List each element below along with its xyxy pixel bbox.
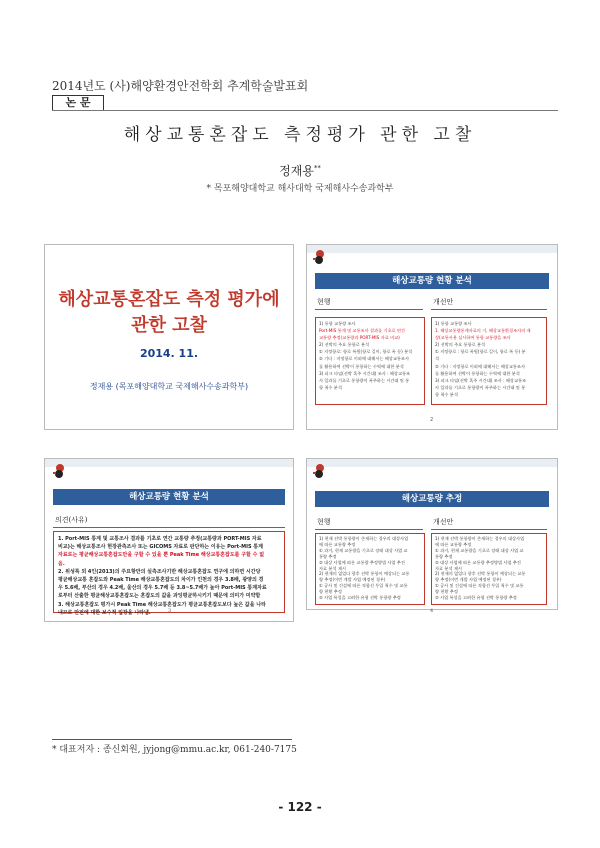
line: ② 사업 특성을 고려한 유형 선박 통항량 추정 bbox=[319, 595, 401, 601]
slide-traffic-status bbox=[306, 244, 558, 430]
line: 음. bbox=[58, 560, 65, 567]
slide-topbar bbox=[45, 459, 293, 467]
slide-cover bbox=[44, 244, 294, 430]
cover-date: 2014. 11. bbox=[139, 347, 199, 360]
line: 에 따른 교통량 추정 bbox=[319, 541, 356, 547]
line: 2) 선박의 주요 통항로 분석 bbox=[435, 342, 486, 348]
line: 3. 해상교통혼잡도 평가시 Peak Time 해상교통혼잡도가 평균교통혼잡도보다 높은 값을 나타 bbox=[58, 601, 266, 608]
right-column-underline bbox=[431, 309, 547, 310]
line: ① 공사 및 건설에 따른 적합선 투입 척수 및 교통 bbox=[435, 583, 524, 589]
line: 자료 분석 제시 bbox=[319, 565, 346, 571]
slide-page-number: 3 bbox=[168, 608, 172, 614]
slide-traffic-estimate bbox=[306, 458, 558, 610]
left-column-underline bbox=[315, 529, 423, 530]
slide-heading: 해상교통량 현황 분석 bbox=[53, 489, 285, 505]
line: 자료 분석 제시 bbox=[435, 565, 462, 571]
line: 량 추정(이번 개발 사업 예정된 경우) bbox=[435, 577, 502, 583]
slide-page-number: 2 bbox=[430, 417, 434, 423]
line: 를 활용하여 선박이 통항하는 수역에 대한 분석 bbox=[319, 363, 404, 369]
line: 내므로 안전에 대한 보수적 입장을 나타냄. bbox=[58, 609, 151, 616]
line: 사 일과를 기초로 통항량이 폭주하는 시간대 및 통 bbox=[435, 384, 526, 390]
opinion-label: 의견(사유) bbox=[55, 516, 88, 524]
slide-heading: 해상교통량 추정 bbox=[315, 491, 549, 507]
line: 1. 해상교통량통계자료의 기, 해상교통환경조사의 재 bbox=[435, 328, 531, 334]
line: 상(교통사용 실시하여 통항 교통량을 조사 bbox=[435, 335, 511, 341]
mascot-icon bbox=[311, 463, 327, 479]
line: ① 과거, 현재 교통량을 기초로 장래 대상 사업 교 bbox=[319, 547, 408, 553]
line: 3) 피크 타임(선박 혹주 시간대) 조사 : 해상교통조 bbox=[319, 370, 411, 376]
line: 량 현황 추정 bbox=[319, 589, 342, 595]
line: 2) 현재의 없었다 향후 선박 통항이 예상되는 교통 bbox=[435, 571, 526, 577]
line: 2. 위성록 외 4인(2013)의 주요항만의 실측조사기반 해상교통혼잡도 연구에 의하면 시간당 bbox=[58, 568, 261, 575]
affiliation: * 목포해양대학교 해사대학 국제해사수송과학부 bbox=[206, 184, 394, 194]
slide-heading: 해상교통량 현황 분석 bbox=[315, 273, 549, 289]
line: 1) 현재 선박 통항량이 존재하는 경우의 대상사업 bbox=[319, 536, 409, 541]
right-column-label: 개선안 bbox=[433, 518, 454, 526]
line: ① 과거, 현재 교통량을 기초로 장래 대상 사업 교 bbox=[435, 547, 524, 553]
line: 석 bbox=[435, 356, 440, 362]
line: 1) 통항 교통량 조사 bbox=[319, 321, 356, 326]
line: 2) 선박의 주요 통항로 분석 bbox=[319, 342, 370, 348]
author-mark: ** bbox=[313, 164, 321, 172]
footnote-rule bbox=[52, 739, 292, 740]
cover-author: 정재용 (목포해양대학교 국제해사수송과학부) bbox=[89, 382, 249, 391]
line: 량 현황 추정 bbox=[435, 589, 458, 595]
slide-topbar bbox=[307, 459, 557, 467]
line: ① 공사 및 건설에 따른 적합선 투입 척수 및 교통 bbox=[319, 583, 408, 589]
paper-author bbox=[0, 162, 600, 179]
left-column-box bbox=[315, 317, 425, 405]
cover-title-line2: 관한 고찰 bbox=[131, 315, 207, 336]
right-column-box bbox=[431, 533, 547, 605]
conference-name: 2014년도 (사)해양환경안전학회 추계학술발표회 bbox=[52, 79, 309, 93]
line: 자료로는 평균해상교통혼잡도만을 구할 수 있을 뿐 Peak Time 해상교통혼잡도를 구할 수 없 bbox=[58, 552, 265, 559]
line: 항 척수 분석 bbox=[435, 391, 458, 397]
line: ② 사업 특성을 고려한 유형 선박 통항량 추정 bbox=[435, 595, 517, 601]
line: ① 지정항로 : 항로 폭원(항로 길이, 항로 폭 등) 분 bbox=[435, 349, 526, 355]
line: 2) 현재의 없었다 향후 선박 통항이 예상되는 교통 bbox=[319, 571, 410, 577]
footnote: * 대표저자 : 종신회원, jyjong@mmu.ac.kr, 061-240-7175 bbox=[52, 745, 297, 755]
line: 를 활용하여 선박이 통항하는 수역에 대한 분석 bbox=[435, 370, 520, 376]
opinion-box bbox=[53, 531, 285, 616]
line: ① 지정항로: 항로 폭원(항로 길이, 항로 폭 등) 분석 bbox=[319, 349, 413, 355]
line: ② 대상 사업에 따른 교통량 추정방법 사업 추진 bbox=[319, 559, 405, 565]
cover-title-line1: 해상교통혼잡도 측정 평가에 bbox=[58, 289, 280, 310]
line: 통량 추정 bbox=[435, 553, 453, 559]
left-column-box bbox=[315, 533, 425, 605]
left-column-underline bbox=[315, 309, 423, 310]
line: Port-MIS 통계 및 교통조사 결과를 기초로 연간 bbox=[319, 328, 405, 334]
line: 1) 현재 선박 통항량이 존재하는 경우의 대상사업 bbox=[435, 536, 525, 541]
mascot-icon bbox=[311, 249, 327, 265]
paper-tag: 논 문 bbox=[52, 95, 104, 111]
line: 교통량 추정(교통량과 PORT-MIS 자료 비교) bbox=[319, 335, 400, 341]
line: 1. Port-MIS 통계 및 교통조사 결과를 기초로 연간 교통량 추정(교통량과 PORT-MIS 자료 bbox=[58, 536, 262, 542]
line: 량 추정(이번 개발 사업 예정된 경우) bbox=[319, 577, 386, 583]
right-column-label: 개선안 bbox=[433, 298, 454, 306]
slide-page-number: 4 bbox=[430, 608, 434, 614]
line: 평균해상교통 혼잡도와 Peak Time 해상교통혼잡도의 차이가 인천의 경우 3.8배, 광양의 경 bbox=[58, 577, 264, 584]
opinion-underline bbox=[53, 527, 285, 528]
line: ② 대상 사업에 따른 교통량 추정방법 사업 추진 bbox=[435, 559, 521, 565]
line: ② 기타 : 지정항로 이외에 대해서는 해상교통조사 bbox=[319, 356, 410, 362]
line: 통량 추정 bbox=[319, 553, 337, 559]
line: 1) 통항 교통량 조사 bbox=[435, 321, 472, 326]
line: 항 척수 분석 bbox=[319, 384, 342, 390]
line: 3) 피크 타임(선박 혹주 시간대) 조사 : 해상교통조 bbox=[435, 377, 527, 383]
paper-title: 해상교통혼잡도 측정평가 관한 고찰 bbox=[123, 125, 477, 145]
header-divider bbox=[52, 110, 558, 111]
slide-topbar bbox=[307, 245, 557, 253]
right-column-underline bbox=[431, 529, 547, 530]
line: 비교)는 해상교통조사 현장관측조사 또는 GICOMS 자료로 판단하는 이유는 Port-MIS 통계 bbox=[58, 544, 263, 551]
left-column-label: 현행 bbox=[317, 298, 331, 306]
line: 사 일과를 기초로 통항량이 폭주하는 시간대 및 통 bbox=[319, 377, 410, 383]
line: 우 5.6배, 부산의 경우 4.2배, 울산의 경우 5.7배 등 3.8~5.7배가 높아 Port-MIS 통계자료 bbox=[58, 585, 267, 592]
author-name: 정재용 bbox=[279, 164, 314, 178]
line: 로부터 산출한 평균해상교통혼잡도는 혼잡도의 값을 과잉평균하시키기 때문에 의미가 미약함 bbox=[58, 593, 261, 600]
page-number: - 122 - bbox=[278, 800, 322, 814]
right-column-box bbox=[431, 317, 547, 405]
slide-traffic-opinion bbox=[44, 458, 294, 622]
line: ② 기타 : 지정항로 이외에 대해서는 해상교통조사 bbox=[435, 363, 526, 369]
left-column-label: 현행 bbox=[317, 518, 331, 526]
mascot-icon bbox=[51, 463, 67, 479]
line: 에 따른 교통량 추정 bbox=[435, 541, 472, 547]
